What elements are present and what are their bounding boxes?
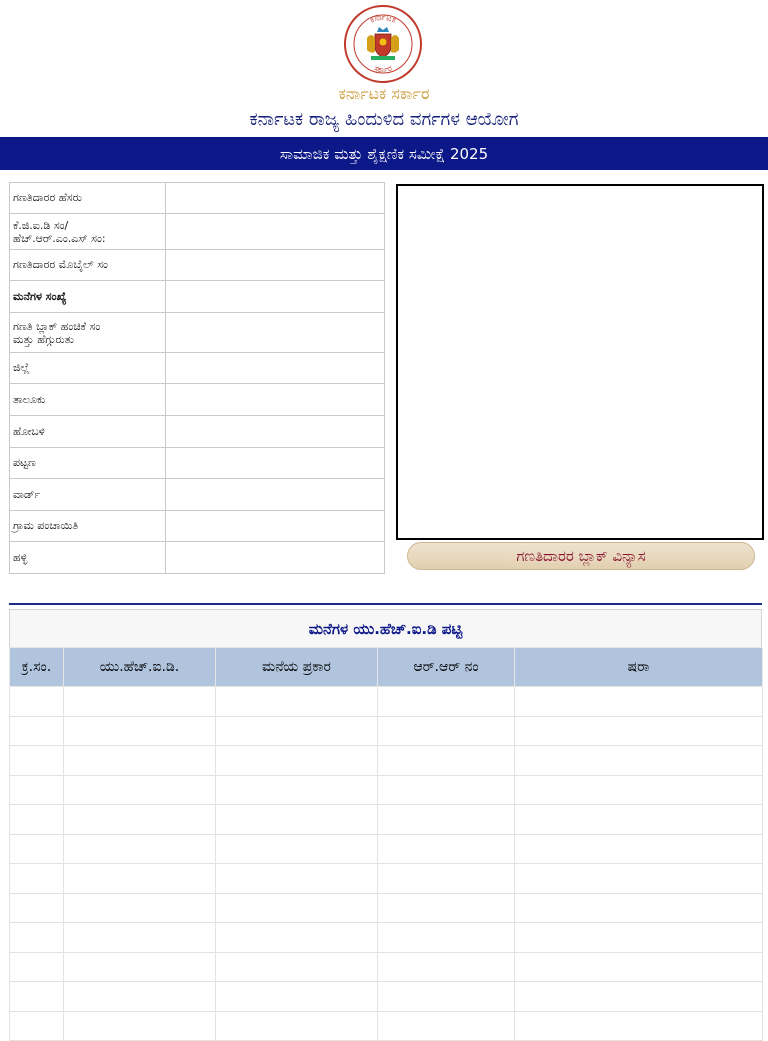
column-header-serial-no: ಕ್ರ.ಸಂ. [10, 648, 64, 687]
info-value-mobile[interactable] [166, 250, 385, 281]
info-row [10, 511, 385, 542]
block-layout-button-label: ಗಣತಿದಾರರ ಬ್ಲಾಕ್ ವಿನ್ಯಾಸ [516, 547, 646, 565]
table-row [10, 1011, 763, 1041]
info-value-gram-panchayat[interactable] [166, 511, 385, 542]
survey-title-banner [0, 137, 768, 170]
table-cell[interactable] [515, 687, 763, 717]
table-cell[interactable] [64, 716, 216, 746]
info-row [10, 479, 385, 511]
table-cell[interactable] [216, 923, 378, 953]
table-cell[interactable] [216, 834, 378, 864]
info-label-house-count: ಮನೆಗಳ ಸಂಖ್ಯೆ [10, 281, 166, 313]
column-header-uhid: ಯು.ಹೆಚ್.ಐ.ಡಿ. [64, 648, 216, 687]
table-cell[interactable] [216, 982, 378, 1012]
info-row [10, 250, 385, 281]
commission-name: ಕರ್ನಾಟಕ ರಾಜ್ಯ ಹಿಂದುಳಿದ ವರ್ಗಗಳ ಆಯೋಗ [249, 109, 519, 130]
table-cell[interactable] [216, 746, 378, 776]
info-row [10, 542, 385, 574]
table-cell[interactable] [515, 716, 763, 746]
table-cell[interactable] [515, 982, 763, 1012]
table-cell[interactable] [378, 982, 515, 1012]
uhid-list-title-text: ಮನೆಗಳ ಯು.ಹೆಚ್.ಐ.ಡಿ ಪಟ್ಟಿ [308, 619, 463, 638]
column-header-remarks: ಷರಾ [515, 648, 763, 687]
table-cell[interactable] [10, 982, 64, 1012]
table-cell[interactable] [378, 716, 515, 746]
table-cell[interactable] [64, 952, 216, 982]
table-cell[interactable] [64, 834, 216, 864]
table-cell[interactable] [64, 775, 216, 805]
info-row [10, 281, 385, 313]
info-value-block-allocation[interactable] [166, 313, 385, 353]
table-cell[interactable] [216, 864, 378, 894]
uhid-header-row [10, 648, 763, 687]
info-row [10, 384, 385, 416]
table-cell[interactable] [64, 864, 216, 894]
table-cell[interactable] [216, 952, 378, 982]
info-label-ward: ವಾರ್ಡ್ [10, 479, 166, 511]
info-label-hobli: ಹೋಬಳಿ [10, 416, 166, 448]
table-cell[interactable] [216, 775, 378, 805]
block-layout-button[interactable] [407, 542, 755, 570]
table-cell[interactable] [10, 687, 64, 717]
info-value-house-count[interactable] [166, 281, 385, 313]
table-cell[interactable] [378, 1011, 515, 1041]
info-row [10, 183, 385, 214]
info-value-kgid[interactable] [166, 214, 385, 250]
table-cell[interactable] [378, 864, 515, 894]
info-row [10, 214, 385, 250]
table-cell[interactable] [378, 923, 515, 953]
table-cell[interactable] [378, 893, 515, 923]
table-row [10, 864, 763, 894]
table-cell[interactable] [10, 952, 64, 982]
uhid-table [9, 647, 763, 1041]
table-cell[interactable] [378, 687, 515, 717]
info-label-taluk: ತಾಲೂಕು [10, 384, 166, 416]
table-cell[interactable] [216, 893, 378, 923]
table-cell[interactable] [64, 982, 216, 1012]
table-row [10, 834, 763, 864]
table-cell[interactable] [64, 746, 216, 776]
table-row [10, 952, 763, 982]
karnataka-emblem-logo [343, 4, 423, 84]
table-cell[interactable] [515, 834, 763, 864]
info-label-village: ಹಳ್ಳಿ [10, 542, 166, 574]
info-value-town[interactable] [166, 448, 385, 479]
table-cell[interactable] [10, 864, 64, 894]
table-row [10, 716, 763, 746]
info-value-hobli[interactable] [166, 416, 385, 448]
table-cell[interactable] [216, 687, 378, 717]
government-name: ಕರ್ನಾಟಕ ಸರ್ಕಾರ [338, 84, 430, 103]
table-cell[interactable] [10, 805, 64, 835]
table-row [10, 923, 763, 953]
info-label-mobile: ಗಣತಿದಾರರ ಮೊಬೈಲ್ ಸಂ [10, 250, 166, 281]
table-row [10, 687, 763, 717]
table-cell[interactable] [515, 893, 763, 923]
info-row [10, 448, 385, 479]
table-cell[interactable] [515, 1011, 763, 1041]
table-row [10, 805, 763, 835]
info-label-block-allocation: ಗಣತಿ ಬ್ಲಾಕ್ ಹಂಚಿಕೆ ಸಂ ಮತ್ತು ಹೆಗ್ಗುರುತು [10, 313, 166, 353]
table-cell[interactable] [10, 775, 64, 805]
table-row [10, 746, 763, 776]
table-cell[interactable] [64, 687, 216, 717]
table-cell[interactable] [216, 805, 378, 835]
enumerator-info-table [9, 182, 385, 574]
info-value-taluk[interactable] [166, 384, 385, 416]
info-value-enumerator-name[interactable] [166, 183, 385, 214]
table-cell[interactable] [10, 716, 64, 746]
table-cell[interactable] [64, 923, 216, 953]
column-header-house-type: ಮನೆಯ ಪ್ರಕಾರ [216, 648, 378, 687]
table-row [10, 775, 763, 805]
table-cell[interactable] [515, 775, 763, 805]
info-label-enumerator-name: ಗಣತಿದಾರರ ಹೆಸರು [10, 183, 166, 214]
info-row [10, 313, 385, 353]
table-cell[interactable] [378, 775, 515, 805]
table-cell[interactable] [515, 805, 763, 835]
info-row [10, 353, 385, 384]
table-cell[interactable] [64, 893, 216, 923]
info-label-town: ಪಟ್ಟಣ [10, 448, 166, 479]
table-cell[interactable] [10, 893, 64, 923]
table-row [10, 893, 763, 923]
info-label-district: ಜಿಲ್ಲೆ [10, 353, 166, 384]
table-cell[interactable] [515, 952, 763, 982]
info-value-ward[interactable] [166, 479, 385, 511]
table-cell[interactable] [64, 1011, 216, 1041]
survey-title: ಸಾಮಾಜಿಕ ಮತ್ತು ಶೈಕ್ಷಣಿಕ ಸಮೀಕ್ಷೆ 2025 [279, 144, 489, 163]
table-cell[interactable] [216, 716, 378, 746]
info-value-district[interactable] [166, 353, 385, 384]
table-cell[interactable] [10, 923, 64, 953]
table-cell[interactable] [216, 1011, 378, 1041]
section-divider [9, 603, 762, 605]
block-layout-image-box [396, 184, 764, 540]
table-cell[interactable] [515, 923, 763, 953]
table-cell[interactable] [10, 1011, 64, 1041]
table-cell[interactable] [378, 952, 515, 982]
info-row [10, 416, 385, 448]
svg-text:ಕರ್ನಾಟಕ: ಕರ್ನಾಟಕ [368, 12, 398, 25]
table-cell[interactable] [10, 746, 64, 776]
uhid-list-title [9, 609, 762, 648]
info-label-kgid: ಕೆ.ಜಿ.ಐ.ಡಿ ಸಂ/ ಹೆಚ್.ಆರ್.ಎಂ.ಎಸ್ ಸಂ: [10, 214, 166, 250]
table-cell[interactable] [10, 834, 64, 864]
table-row [10, 982, 763, 1012]
svg-text:ಸರ್ಕಾರ: ಸರ್ಕಾರ [373, 63, 393, 75]
column-header-rr-no: ಆರ್.ಆರ್ ನಂ [378, 648, 515, 687]
table-cell[interactable] [378, 805, 515, 835]
table-cell[interactable] [64, 805, 216, 835]
table-cell[interactable] [515, 746, 763, 776]
table-cell[interactable] [378, 746, 515, 776]
info-value-village[interactable] [166, 542, 385, 574]
info-label-gram-panchayat: ಗ್ರಾಮ ಪಂಚಾಯಿತಿ [10, 511, 166, 542]
table-cell[interactable] [378, 834, 515, 864]
table-cell[interactable] [515, 864, 763, 894]
